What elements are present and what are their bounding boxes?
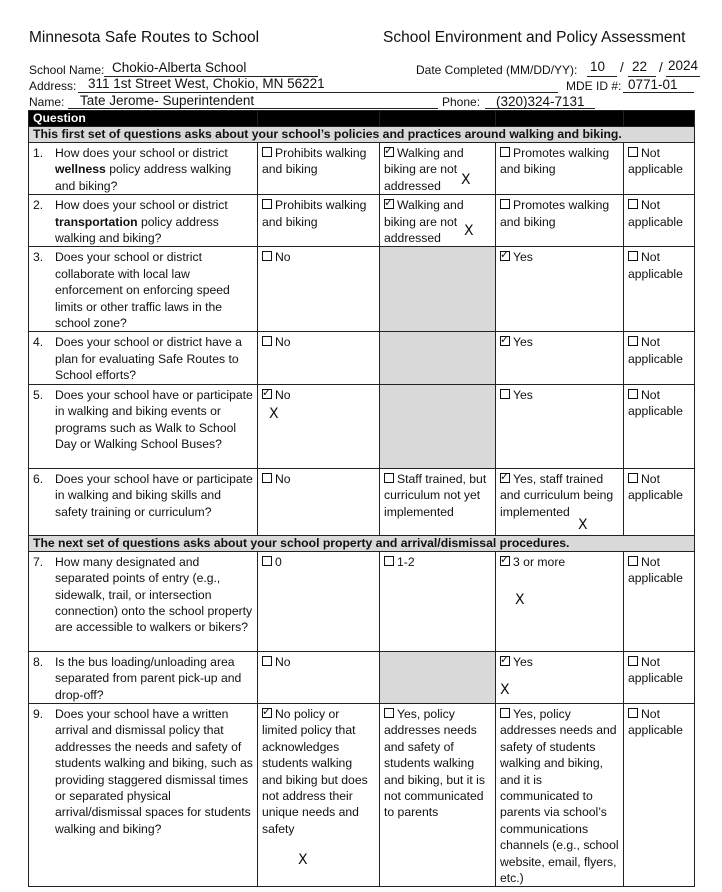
assessment-table [28, 110, 695, 887]
date-year-field[interactable]: 2024 [668, 58, 699, 73]
checkbox[interactable] [628, 473, 638, 483]
option-label: Not applicable [628, 706, 683, 738]
checkbox-checked[interactable] [500, 656, 510, 666]
question-number: 5. [33, 387, 44, 402]
question-row [29, 384, 695, 468]
name-field[interactable]: Tate Jerome- Superintendent [80, 93, 255, 108]
name-label: Name: [29, 95, 65, 109]
shaded-cell [380, 651, 496, 703]
option-label: Not applicable [628, 387, 683, 419]
school-name-field[interactable]: Chokio-Alberta School [112, 60, 247, 75]
option-label: 0 [275, 554, 282, 569]
option-label: Not applicable [628, 335, 683, 366]
handwritten-x-mark: X [578, 516, 588, 533]
option-label: 1-2 [397, 554, 415, 569]
checkbox[interactable] [628, 389, 638, 399]
option-label: No [275, 387, 291, 402]
option-label: Walking and biking are not addressed [384, 146, 464, 193]
question-row [29, 468, 695, 535]
option-label: Not applicable [628, 198, 683, 229]
checkbox[interactable] [262, 336, 272, 346]
question-row [29, 551, 695, 651]
question-text: Does your school have or participate in walking and biking events or programs such as Walk to School Day or Walking School Buses? [55, 387, 253, 451]
checkbox[interactable] [262, 199, 272, 209]
question-column-header: Question [29, 111, 258, 127]
option-label: Yes, policy addresses needs and safety of students walking and biking, and it is communicated to parents via school’s communications channels (e.g., school website, email, flyers, etc.) [500, 706, 619, 885]
question-number: 6. [33, 471, 44, 486]
question-text: Does your school or district collaborate with local law enforcement on enforcing speed limits or other traffic laws in the school zone? [55, 250, 230, 331]
question-text: Does your school have a written arrival and dismissal policy that addresses the needs and safety of students walking and biking, such as providing staggered dismissal times or separated physical arrival/dismissal spaces for students walking and biking? [55, 706, 253, 836]
question-text: How does your school or district wellness policy address walking and biking? [55, 146, 232, 193]
question-text: Is the bus loading/unloading area separated from parent pick-up and drop-off? [55, 654, 242, 702]
question-text: How many designated and separated points of entry (e.g., sidewalk, trail, or intersection connection) onto the school property are accessible to walkers or bikers? [55, 554, 253, 635]
checkbox[interactable] [628, 708, 638, 718]
checkbox[interactable] [384, 473, 394, 483]
handwritten-x-mark: X [464, 223, 474, 240]
question-text: Does your school or district have a plan for evaluating Safe Routes to School efforts? [55, 335, 242, 383]
question-number: 3. [33, 250, 44, 265]
shaded-cell [380, 247, 496, 332]
checkbox[interactable] [628, 656, 638, 666]
question-row [29, 703, 695, 886]
checkbox-checked[interactable] [500, 556, 510, 566]
checkbox[interactable] [628, 147, 638, 157]
date-day-field[interactable]: 22 [632, 59, 648, 74]
section-header [29, 127, 695, 143]
option-label: Not applicable [628, 146, 683, 177]
option-label: No [275, 471, 291, 486]
shaded-cell [380, 384, 496, 468]
option-label: Yes [513, 387, 533, 402]
checkbox[interactable] [628, 556, 638, 566]
checkbox[interactable] [384, 708, 394, 718]
phone-field[interactable]: (320)324-7131 [496, 94, 585, 109]
mde-id-label: MDE ID #: [566, 79, 622, 93]
checkbox[interactable] [628, 251, 638, 261]
option-label: Prohibits walking and biking [262, 198, 367, 229]
date-month-field[interactable]: 10 [590, 59, 606, 74]
option-label: No [275, 654, 291, 669]
checkbox[interactable] [628, 199, 638, 209]
checkbox[interactable] [262, 251, 272, 261]
checkbox[interactable] [628, 336, 638, 346]
option-label: Walking and biking are not addressed [384, 198, 464, 246]
form-title-right: School Environment and Policy Assessment [383, 29, 686, 46]
question-number: 4. [33, 335, 44, 350]
checkbox[interactable] [262, 656, 272, 666]
option-label: Promotes walking and biking [500, 146, 610, 177]
shaded-cell [380, 332, 496, 384]
question-text: How does your school or district transportation policy address walking and biking? [55, 198, 228, 246]
question-text: Does your school have or participate in walking and biking skills and safety training or curriculum? [55, 471, 253, 519]
option-label: 3 or more [513, 554, 566, 569]
question-number: 8. [33, 654, 44, 669]
checkbox[interactable] [500, 199, 510, 209]
option-label: Yes [513, 250, 533, 265]
address-field[interactable]: 311 1st Street West, Chokio, MN 56221 [88, 76, 325, 91]
form-title-left: Minnesota Safe Routes to School [29, 29, 260, 46]
question-row [29, 651, 695, 703]
option-label: Yes [513, 654, 533, 669]
checkbox-checked[interactable] [384, 199, 394, 209]
checkbox-checked[interactable] [262, 389, 272, 399]
option-label: No [275, 250, 291, 265]
option-label: Yes, staff trained and curriculum being implemented [500, 471, 614, 519]
handwritten-x-mark: X [500, 681, 510, 698]
address-label: Address: [29, 79, 77, 93]
checkbox[interactable] [384, 556, 394, 566]
question-row [29, 143, 695, 195]
option-label: Not applicable [628, 654, 683, 686]
phone-label: Phone: [442, 95, 481, 109]
checkbox[interactable] [262, 147, 272, 157]
checkbox[interactable] [500, 708, 510, 718]
option-label: Not applicable [628, 554, 683, 586]
handwritten-x-mark: X [515, 591, 525, 608]
mde-id-field[interactable]: 0771-01 [628, 77, 678, 92]
checkbox[interactable] [500, 389, 510, 399]
table-header-row [29, 111, 695, 127]
checkbox-checked[interactable] [500, 336, 510, 346]
checkbox-checked[interactable] [384, 147, 394, 157]
option-label: No policy or limited policy that acknowledges students walking and biking but does not address their unique needs and safety [262, 706, 368, 836]
handwritten-x-mark: X [298, 851, 308, 868]
option-label: Staff trained, but curriculum not yet implemented [384, 471, 487, 519]
checkbox[interactable] [262, 473, 272, 483]
checkbox-checked[interactable] [500, 251, 510, 261]
question-row [29, 195, 695, 247]
handwritten-x-mark: X [461, 172, 471, 188]
option-label: Promotes walking and biking [500, 198, 610, 229]
option-label: Yes [513, 335, 533, 350]
option-label: Yes, policy addresses needs and safety of students walking and biking, but it is not communicated to parents [384, 706, 485, 820]
section-header [29, 535, 695, 551]
question-number: 7. [33, 554, 44, 569]
option-label: Not applicable [628, 471, 683, 503]
section-2-title: The next set of questions asks about your school property and arrival/dismissal procedures. [29, 535, 695, 551]
option-label: Prohibits walking and biking [262, 146, 367, 177]
checkbox-checked[interactable] [262, 708, 272, 718]
checkbox[interactable] [262, 556, 272, 566]
question-row [29, 332, 695, 384]
handwritten-x-mark: X [269, 405, 279, 422]
question-number: 1. [33, 146, 44, 160]
checkbox-checked[interactable] [500, 473, 510, 483]
section-1-title: This first set of questions asks about your school’s policies and practices around walking and biking. [29, 127, 695, 143]
date-separator: / [659, 60, 663, 75]
question-row [29, 247, 695, 332]
option-label: No [275, 335, 291, 350]
question-number: 2. [33, 198, 44, 213]
option-label: Not applicable [628, 250, 683, 281]
checkbox[interactable] [500, 147, 510, 157]
date-separator: / [620, 60, 624, 75]
question-number: 9. [33, 706, 44, 721]
date-label: Date Completed (MM/DD/YY): [416, 63, 578, 77]
school-name-label: School Name: [29, 63, 105, 77]
